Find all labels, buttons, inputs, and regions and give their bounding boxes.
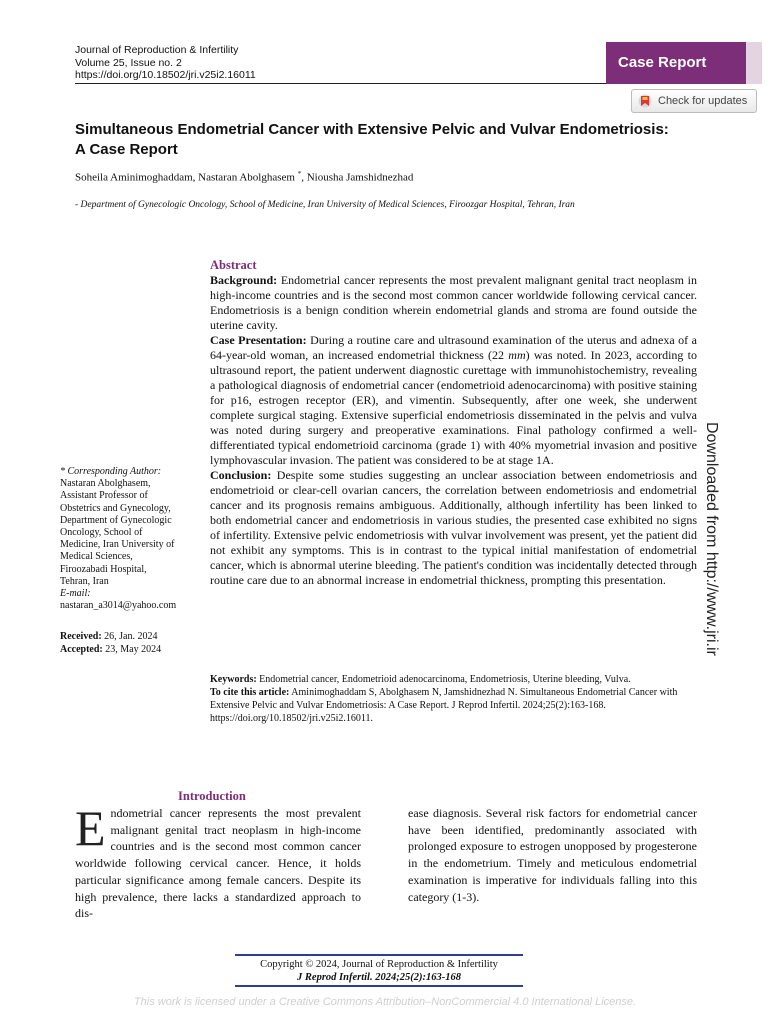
authors-part2: , Niousha Jamshidnezhad [301, 171, 414, 184]
body-column-right [408, 805, 697, 905]
presentation-text-a: During a routine care and ultrasound examination of the uterus and adnexa of a 64-year-old woman, an increased endometrial thickness (22 [210, 333, 697, 362]
corr-line: Nastaran Abolghasem, [60, 478, 151, 490]
corr-line: Medicine, Iran University of [60, 539, 175, 551]
paper-title: Simultaneous Endometrial Cancer with Extensive Pelvic and Vulvar Endometriosis: A Case Report [75, 121, 669, 158]
background-text: Endometrial cancer represents the most prevalent malignant genital tract neoplasm in high-income countries and is the second most common cancer worldwide following cervical cancer. Endometriosis is a benign condition wherein endometrial glands and stroma are found outside the uterine cavity. [210, 273, 697, 332]
corresponding-author-box [60, 466, 200, 612]
volume-issue: Volume 25, Issue no. 2 [75, 56, 182, 69]
authors-part1: Soheila Aminimoghaddam, Nastaran Abolghasem [75, 171, 298, 184]
corr-line: Obstetrics and Gynecology, [60, 502, 171, 514]
crossmark-icon [638, 94, 652, 108]
accepted-label: Accepted: [60, 643, 103, 655]
article-dates [60, 631, 200, 656]
corr-line: Assistant Professor of [60, 490, 148, 502]
cite-label: To cite this article: [210, 687, 290, 698]
conclusion-text: Despite some studies suggesting an unclear association between endometriosis and endometrioid or clear-cell ovarian cancers, the correlation between endometriosis and endometrial cancer and its prognosis remains ambiguous. Additionally, although infertility has been linked to both endometrial cancer and endometriosis in various studies, the presented case exhibited no signs of infertility. Extensive pelvic endometriosis with vulvar involvement was present, yet the patient did not exhibit any symptoms. This is in contrast to the typical initial manifestation of endometrial cancer, which is abnormal uterine bleeding. The patient's condition was incidentally detected through routine care due to an abnormal increase in endometrial thickness, prompting this presentation. [210, 468, 697, 587]
corr-line: Department of Gynecologic [60, 514, 172, 526]
corr-line: Tehran, Iran [60, 575, 109, 587]
corr-line: Firoozabadi Hospital, [60, 563, 147, 575]
license-notice[interactable]: This work is licensed under a Creative Commons Attribution–NonCommercial 4.0 International License. [133, 996, 637, 1008]
copyright-text: Copyright © 2024, Journal of Reproduction & Infertility [260, 959, 498, 970]
check-for-updates-button[interactable] [631, 89, 757, 113]
corr-line: Oncology, School of [60, 527, 143, 539]
footer-divider-bottom [235, 985, 523, 987]
abstract-presentation [210, 333, 697, 468]
received-label: Received: [60, 631, 102, 642]
article-type-badge: Case Report [606, 42, 746, 84]
background-label: Background: [210, 273, 278, 287]
email-label: E-mail: [60, 588, 91, 600]
abstract-conclusion [210, 468, 697, 588]
email-address[interactable]: nastaran_a3014@yahoo.com [60, 600, 177, 612]
corresponding-label: * Corresponding Author: [60, 466, 162, 477]
intro-paragraph-2: ease diagnosis. Several risk factors for endometrial cancer have been identified, predominantly associated with prolonged exposure to estrogen unopposed by progesterone in the endometrium. Timely and meticulous endometrial examination is imperative for individuals falling into this category (1-3). [408, 806, 697, 904]
received-value: 26, Jan. 2024 [101, 631, 158, 642]
received-date [60, 631, 200, 644]
abstract-background [210, 273, 697, 333]
footer-copyright [235, 958, 523, 984]
abstract [210, 258, 697, 588]
introduction-heading: Introduction [178, 789, 246, 803]
presentation-text-b: ) was noted. In 2023, according to ultrasound report, the patient underwent diagnostic curettage with immunohistochemistry, revealing a pathological diagnosis of endometrial cancer (endometrioid adenocarcinoma) with positive staining for p16, estrogen receptor (ER), and vimentin. Subsequently, after one week, she underwent complete surgical staging. Extensive superficial endometriosis disseminated in the pelvis and vulva was noted during surgery and preoperative examinations. Final pathology confirmed a well-differentiated typical endometrioid carcinoma (grade 1) with 40% myometrial invasion and positive lymphovascular invasion. The patient was considered to be at stage 1A. [210, 348, 697, 467]
keywords-block [210, 673, 688, 725]
header-divider [75, 83, 606, 84]
drop-cap: E [75, 800, 106, 856]
presentation-unit: mm [508, 348, 526, 362]
corresponding-mark: * [297, 170, 302, 178]
journal-header [75, 44, 256, 82]
journal-name: Journal of Reproduction & Infertility [75, 44, 239, 56]
presentation-label: Case Presentation: [210, 333, 307, 347]
intro-paragraph-1: ndometrial cancer represents the most prevalent malignant genital tract neoplasm in high-income countries and is the second most common cancer worldwide following cervical cancer. Hence, it holds particular significance among female cancers. Despite its high prevalence, there lacks a standardized approach to dis- [75, 806, 361, 921]
corr-line: Medical Sciences, [60, 551, 133, 563]
body-column-left [75, 800, 361, 922]
cite-text: Aminimoghaddam S, Abolghasem N, Jamshidnezhad N. Simultaneous Endometrial Cancer with Extensive Pelvic and Vulvar Endometriosis: A Case Report. J Reprod Infertil. 2024;25(2):163-168. https://doi.org/10.18502/jri.v25i2.16011. [210, 687, 678, 724]
download-watermark: Downloaded from http://www.jri.ir [703, 422, 720, 656]
conclusion-label: Conclusion: [210, 468, 272, 482]
keywords-label: Keywords: [210, 674, 257, 685]
citation [210, 686, 688, 725]
doi-link[interactable]: https://doi.org/10.18502/jri.v25i2.16011 [75, 69, 256, 81]
keywords-text: Endometrial cancer, Endometrioid adenocarcinoma, Endometriosis, Uterine bleeding, Vulva. [256, 674, 631, 685]
check-updates-label: Check for updates [658, 95, 748, 107]
accepted-date [60, 644, 200, 657]
affiliation: - Department of Gynecologic Oncology, School of Medicine, Iran University of Medical Sciences, Firoozgar Hospital, Tehran, Iran [75, 200, 575, 210]
footer-divider-top [235, 954, 523, 956]
author-list [75, 170, 413, 184]
accepted-value: 23, May 2024 [102, 643, 162, 655]
footer-citation: J Reprod Infertil. 2024;25(2):163-168 [297, 972, 461, 983]
keywords [210, 673, 688, 686]
abstract-heading: Abstract [210, 258, 257, 272]
